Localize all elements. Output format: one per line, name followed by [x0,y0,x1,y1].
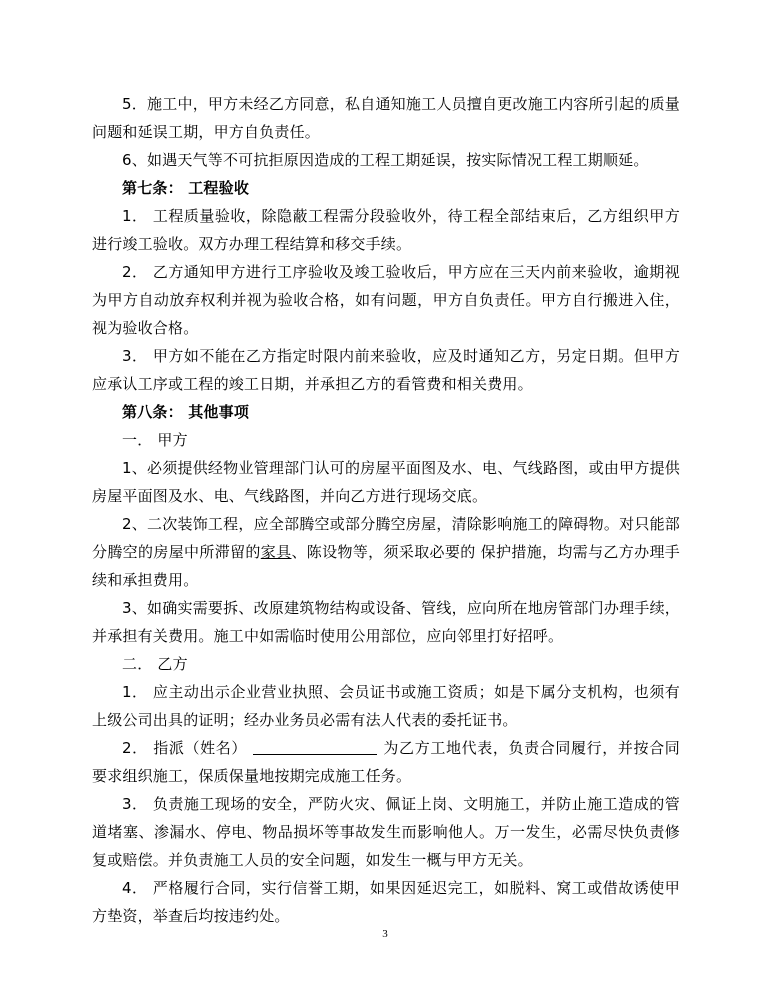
party-b-item-1: 1． 应主动出示企业营业执照、会员证书或施工资质；如是下属分支机构，也须有上级公司出具的证明；经办业务员必需有法人代表的委托证书。 [92,683,680,729]
article-7-heading: 第七条： 工程验收 [122,179,250,197]
party-b-item-3: 3． 负责施工现场的安全，严防火灾、佩证上岗、文明施工，并防止施工造成的管道堵塞、渗漏水、停电、物品损坏等事故发生而影响他人。万一发生，必需尽快负责修复或赔偿。并负责施工人员的安全问题，如发生一概与甲方无关。 [92,795,680,869]
acceptance-item-3: 3． 甲方如不能在乙方指定时限内前来验收，应及时通知乙方，另定日期。但甲方应承认工序或工程的竣工日期，并承担乙方的看管费和相关费用。 [92,347,680,393]
party-a-item-2-part2: 、陈设物等，须采取必要的 保护措施，均需与乙方办理手续和承担费用。 [92,543,680,589]
acceptance-item-2: 2． 乙方通知甲方进行工序验收及竣工验收后，甲方应在三天内前来验收，逾期视为甲方自动放弃权利并视为验收合格，如有问题，甲方自负责任。甲方自行搬进入住，视为验收合格。 [92,263,680,337]
party-b-item-4: 4． 严格履行合同，实行信誉工期，如果因延迟完工，如脱料、窝工或借故诱使甲方垫资，举查后均按违约处。 [92,879,680,925]
furniture-link[interactable]: 家具 [260,543,292,561]
party-a-item-1: 1、必须提供经物业管理部门认可的房屋平面图及水、电、气线路图，或由甲方提供房屋平面图及水、电、气线路图，并向乙方进行现场交底。 [92,459,680,505]
party-a-heading: 一． 甲方 [122,431,188,449]
party-b-item-2 [92,734,680,790]
page-number: 3 [382,928,388,940]
article-8-heading: 第八条： 其他事项 [122,403,250,421]
paragraph-6: 6、如遇天气等不可抗拒原因造成的工程工期延误，按实际情况工程工期顺延。 [122,151,649,169]
document-body [92,90,680,930]
party-a-item-2-part1: 2、二次装饰工程，应全部腾空或部分腾空房屋，清除影响施工的障碍物。对只能部分腾空的房屋中所滞留的 [92,515,680,561]
party-b-item-2-part2: 为乙方工地代表，负责合同履行，并按合同要求组织施工，保质保量地按期完成施工任务。 [92,739,680,785]
paragraph-5: 5．施工中，甲方未经乙方同意，私自通知施工人员擅自更改施工内容所引起的质量问题和延误工期，甲方自负责任。 [92,95,680,141]
name-blank-field[interactable] [253,739,377,755]
acceptance-item-1: 1． 工程质量验收，除隐蔽工程需分段验收外，待工程全部结束后，乙方组织甲方进行竣工验收。双方办理工程结算和移交手续。 [92,207,680,253]
party-a-item-2 [92,510,680,594]
party-b-item-2-part1: 2． 指派（姓名） [122,739,247,757]
party-b-heading: 二． 乙方 [122,655,188,673]
party-a-item-3: 3、如确实需要拆、改原建筑物结构或设备、管线，应向所在地房管部门办理手续，并承担有关费用。施工中如需临时使用公用部位，应向邻里打好招呼。 [92,599,680,645]
